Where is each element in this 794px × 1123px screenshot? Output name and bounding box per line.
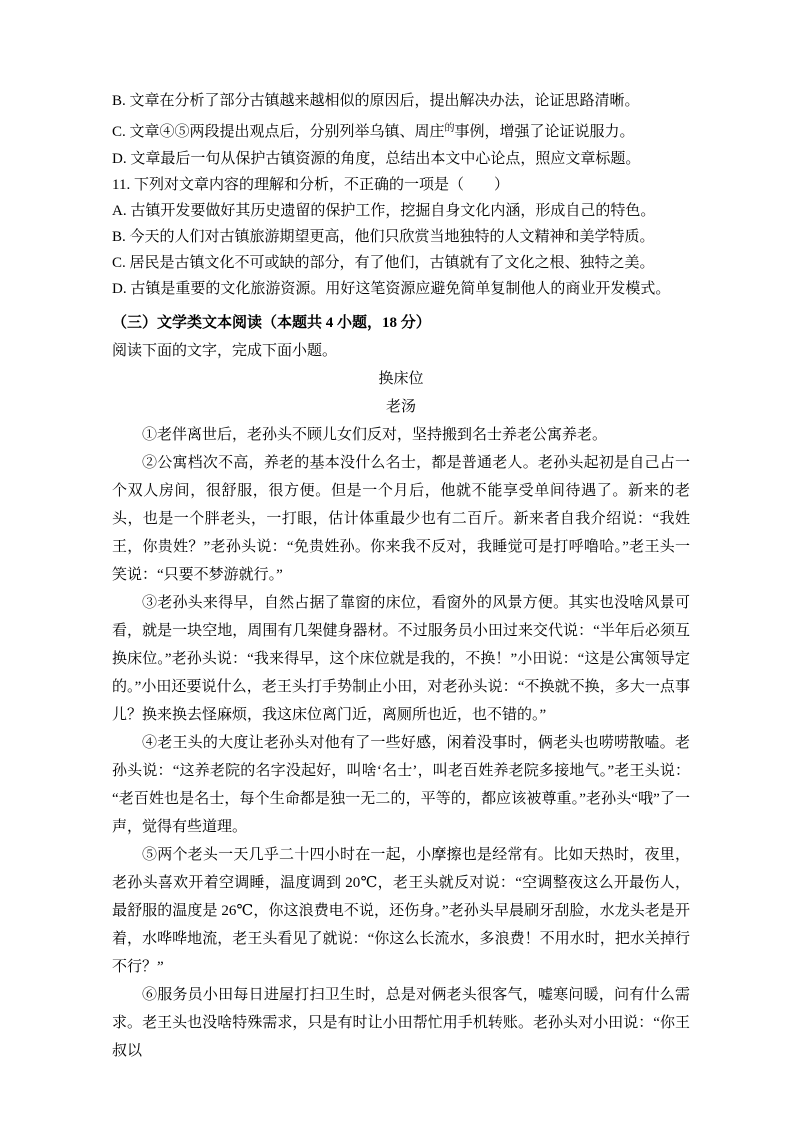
- passage-paragraph-4: ④老王头的大度让老孙头对他有了一些好感，闲着没事时，俩老头也唠唠散嗑。老孙头说：“这养老院的名字没起好，叫啥‘名士’，叫老百姓养老院多接地气。”老王头说：“老百姓也是名士，每个生命都是独一无二的，平等的，都应该被尊重。”老孙头“哦”了一声，觉得有些道理。: [112, 735, 690, 835]
- question-options-block: [112, 88, 690, 302]
- reading-section: [112, 309, 690, 1065]
- option-10-b: B. 文章在分析了部分古镇越来越相似的原因后，提出解决办法，论证思路清晰。: [112, 93, 640, 109]
- passage-author: 老汤: [385, 399, 416, 415]
- passage-paragraph-3: ③老孙头来得早，自然占据了靠窗的床位，看窗外的风景方便。其实也没啥风景可看，就是一块空地，周围有几架健身器材。不过服务员小田过来交代说：“半年后必须互换床位。”老孙头说：“我来得早，这个床位就是我的，不换！”小田说：“这是公寓领导定的。”小田还要说什么，老王头打手势制止小田，对老孙头说：“不换就不换，多大一点事儿？换来换去怪麻烦，我这床位离门近，离厕所也近，也不错的。”: [112, 595, 690, 723]
- option-10-c-superscript: 的: [444, 123, 455, 134]
- option-11-d: D. 古镇是重要的文化旅游资源。用好这笔资源应避免简单复制他人的商业开发模式。: [112, 281, 671, 297]
- passage-paragraph-6: ⑥服务员小田每日进屋打扫卫生时，总是对俩老头很客气，嘘寒问暖，问有什么需求。老王头也没啥特殊需求，只是有时让小田帮忙用手机转账。老孙头对小田说：“你王叔以: [112, 987, 690, 1059]
- option-10-c-pre: C. 文章④⑤两段提出观点后，分别列举乌镇、周庄: [112, 124, 445, 140]
- option-11-c: C. 居民是古镇文化不可或缺的部分，有了他们，古镇就有了文化之根、独特之美。: [112, 255, 655, 271]
- option-10-c: [112, 119, 690, 145]
- section-intro: 阅读下面的文字，完成下面小题。: [112, 343, 338, 359]
- passage-title: 换床位: [378, 371, 424, 387]
- option-11-a: A. 古镇开发要做好其历史遗留的保护工作，挖掘自身文化内涵，形成自己的特色。: [112, 203, 656, 219]
- passage-paragraph-5: ⑤两个老头一天几乎二十四小时在一起，小摩擦也是经常有。比如天热时，夜里，老孙头喜欢开着空调睡，温度调到 20℃，老王头就反对说：“空调整夜这么开最伤人，最舒服的温度是 26℃，你这浪费电不说，还伤身。”老孙头早晨刷牙刮脸，水龙头老是开着，水哗哗地流，老王头看见了就说：“你这么长流水，多浪费！不用水时，把水关掉行不行？”: [112, 847, 690, 975]
- section-heading: （三）文学类文本阅读（本题共 4 小题，18 分）: [112, 315, 431, 331]
- option-11-b: B. 今天的人们对古镇旅游期望更高，他们只欣赏当地独特的人文精神和美学特质。: [112, 229, 655, 245]
- option-10-d: D. 文章最后一句从保护古镇资源的角度，总结出本文中心论点，照应文章标题。: [112, 151, 641, 167]
- passage-paragraph-2: ②公寓档次不高，养老的基本没什么名士，都是普通老人。老孙头起初是自己占一个双人房间，很舒服，很方便。但是一个月后，他就不能享受单间待遇了。新来的老头，也是一个胖老头，一打眼，估计体重最少也有二百斤。新来者自我介绍说：“我姓王，你贵姓？”老孙头说：“免贵姓孙。你来我不反对，我睡觉可是打呼噜哈。”老王头一笑说：“只要不梦游就行。”: [112, 455, 690, 583]
- passage-paragraph-1: ①老伴离世后，老孙头不顾儿女们反对，坚持搬到名士养老公寓养老。: [142, 427, 608, 443]
- option-10-c-post: 事例，增强了论证说服力。: [454, 124, 635, 140]
- question-11-stem: 11. 下列对文章内容的理解和分析，不正确的一项是（ ）: [112, 177, 509, 193]
